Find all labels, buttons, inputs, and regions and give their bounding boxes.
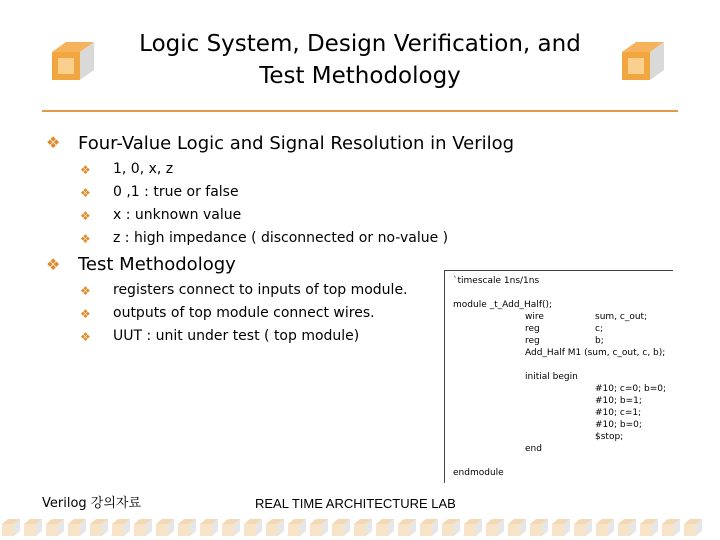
section-heading: Four-Value Logic and Signal Resolution in Verilog [78, 133, 515, 154]
list-item: 1, 0, x, z [113, 161, 174, 177]
list-item: registers connect to inputs of top module. [113, 282, 408, 298]
diamond-bullet-icon: ❖ [80, 307, 91, 321]
diamond-bullet-icon: ❖ [80, 186, 91, 200]
code-line: #10; c=1; [595, 408, 642, 418]
cube-icon [44, 38, 104, 88]
slide-title [110, 28, 610, 92]
list-item: outputs of top module connect wires. [113, 305, 375, 321]
cube-icon [614, 38, 674, 88]
code-line: endmodule [453, 468, 504, 478]
diamond-bullet-icon: ❖ [80, 232, 91, 246]
code-line: `timescale 1ns/1ns [453, 276, 540, 286]
code-line: $stop; [595, 432, 624, 442]
title-line-2: Test Methodology [259, 63, 461, 89]
list-item: 0 ,1 : true or false [113, 184, 239, 200]
diamond-bullet-icon: ❖ [80, 209, 91, 223]
code-arg: sum, c_out; [595, 312, 648, 322]
footer-lab-name: REAL TIME ARCHITECTURE LAB [255, 496, 456, 511]
title-line-1: Logic System, Design Verification, and [139, 31, 581, 57]
code-line: initial begin [525, 372, 578, 382]
code-line: Add_Half M1 (sum, c_out, c, b); [525, 348, 666, 358]
diamond-bullet-icon: ❖ [46, 133, 61, 152]
title-divider [42, 110, 678, 112]
code-line: #10; b=0; [595, 420, 642, 430]
list-item: UUT : unit under test ( top module) [113, 328, 360, 344]
footer-course-label: Verilog 강의자료 [42, 496, 142, 511]
section-heading: Test Methodology [78, 254, 236, 275]
code-arg: b; [595, 336, 604, 346]
code-keyword: reg [525, 336, 540, 346]
code-line: module _t_Add_Half(); [453, 300, 553, 310]
list-item: x : unknown value [113, 207, 242, 223]
diamond-bullet-icon: ❖ [80, 163, 91, 177]
code-line: end [525, 444, 542, 454]
code-line: #10; c=0; b=0; [595, 384, 667, 394]
footer-cube-strip [0, 516, 720, 540]
code-arg: c; [595, 324, 603, 334]
diamond-bullet-icon: ❖ [80, 330, 91, 344]
list-item: z : high impedance ( disconnected or no-value ) [113, 230, 449, 246]
diamond-bullet-icon: ❖ [80, 284, 91, 298]
code-keyword: wire [525, 312, 544, 322]
code-line: #10; b=1; [595, 396, 642, 406]
code-listing [444, 270, 673, 483]
diamond-bullet-icon: ❖ [46, 255, 61, 274]
code-keyword: reg [525, 324, 540, 334]
